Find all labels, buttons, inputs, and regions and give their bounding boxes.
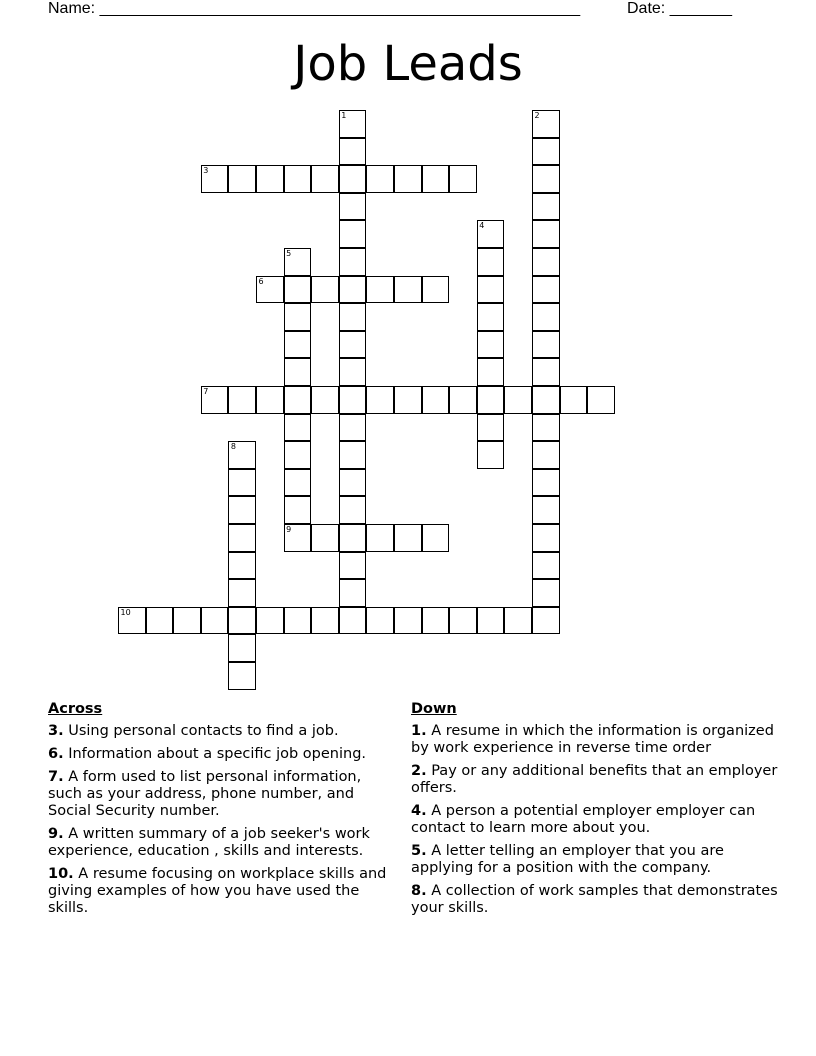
crossword-cell[interactable] <box>284 441 312 469</box>
crossword-cell[interactable] <box>339 358 367 386</box>
crossword-cell[interactable] <box>284 469 312 497</box>
crossword-cell[interactable] <box>284 303 312 331</box>
crossword-cell[interactable] <box>339 524 367 552</box>
crossword-cell[interactable] <box>366 165 394 193</box>
across-heading: Across <box>48 701 103 717</box>
crossword-cell[interactable] <box>477 414 505 442</box>
crossword-cell[interactable] <box>532 165 560 193</box>
crossword-cell[interactable] <box>422 276 450 304</box>
crossword-cell[interactable] <box>228 496 256 524</box>
crossword-cell[interactable] <box>339 193 367 221</box>
crossword-cell[interactable] <box>339 110 367 138</box>
crossword-cell[interactable] <box>339 165 367 193</box>
crossword-cell[interactable] <box>201 386 229 414</box>
crossword-cell[interactable] <box>339 607 367 635</box>
crossword-cell[interactable] <box>339 248 367 276</box>
crossword-cell[interactable] <box>339 414 367 442</box>
clue-across-3: 3. Using personal contacts to find a job. <box>48 723 339 739</box>
crossword-cell[interactable] <box>532 138 560 166</box>
crossword-cell[interactable] <box>284 276 312 304</box>
crossword-cell[interactable] <box>228 469 256 497</box>
crossword-cell[interactable] <box>201 165 229 193</box>
crossword-cell[interactable] <box>339 496 367 524</box>
clue-down-1: 1. A resume in which the information is organized by work experience in reverse time order <box>411 723 774 756</box>
crossword-cell[interactable] <box>449 386 477 414</box>
crossword-cell[interactable] <box>532 110 560 138</box>
crossword-cell[interactable] <box>532 524 560 552</box>
crossword-cell[interactable] <box>118 607 146 635</box>
cell-number: 2 <box>534 111 540 120</box>
crossword-cell[interactable] <box>394 607 422 635</box>
crossword-cell[interactable] <box>311 276 339 304</box>
crossword-cell[interactable] <box>504 607 532 635</box>
crossword-cell[interactable] <box>256 276 284 304</box>
crossword-cell[interactable] <box>284 331 312 359</box>
crossword-cell[interactable] <box>284 607 312 635</box>
crossword-cell[interactable] <box>532 552 560 580</box>
crossword-cell[interactable] <box>504 386 532 414</box>
crossword-cell[interactable] <box>532 496 560 524</box>
crossword-cell[interactable] <box>146 607 174 635</box>
crossword-cell[interactable] <box>477 386 505 414</box>
crossword-cell[interactable] <box>394 524 422 552</box>
clue-across-10: 10. A resume focusing on workplace skills and giving examples of how you have used the skills. <box>48 866 387 916</box>
crossword-cell[interactable] <box>228 634 256 662</box>
crossword-cell[interactable] <box>284 496 312 524</box>
crossword-cell[interactable] <box>284 386 312 414</box>
crossword-cell[interactable] <box>201 607 229 635</box>
down-heading: Down <box>411 701 457 717</box>
crossword-cell[interactable] <box>284 248 312 276</box>
crossword-cell[interactable] <box>311 524 339 552</box>
crossword-cell[interactable] <box>284 165 312 193</box>
crossword-cell[interactable] <box>366 524 394 552</box>
puzzle-title: Job Leads <box>293 36 523 92</box>
crossword-cell[interactable] <box>228 552 256 580</box>
crossword-cell[interactable] <box>311 607 339 635</box>
crossword-cell[interactable] <box>477 358 505 386</box>
crossword-cell[interactable] <box>284 358 312 386</box>
crossword-cell[interactable] <box>256 386 284 414</box>
clue-across-9: 9. A written summary of a job seeker's work experience, education , skills and interests. <box>48 826 370 859</box>
crossword-cell[interactable] <box>394 165 422 193</box>
crossword-cell[interactable] <box>532 276 560 304</box>
date-field-line[interactable]: Date: _______ <box>627 0 732 17</box>
clue-across-6: 6. Information about a specific job opening. <box>48 746 367 762</box>
crossword-cell[interactable] <box>394 276 422 304</box>
crossword-cell[interactable] <box>532 579 560 607</box>
clue-down-8: 8. A collection of work samples that demonstrates your skills. <box>411 883 778 916</box>
crossword-cell[interactable] <box>339 579 367 607</box>
crossword-cell[interactable] <box>449 607 477 635</box>
cell-number: 10 <box>120 607 131 617</box>
crossword-cell[interactable] <box>560 386 588 414</box>
crossword-cell[interactable] <box>228 579 256 607</box>
crossword-cell[interactable] <box>532 193 560 221</box>
crossword-cell[interactable] <box>477 607 505 635</box>
name-field-line[interactable]: Name: ______________________________________________________ <box>48 0 581 17</box>
crossword-cell[interactable] <box>311 386 339 414</box>
crossword-cell[interactable] <box>339 441 367 469</box>
crossword-cell[interactable] <box>477 276 505 304</box>
crossword-cell[interactable] <box>173 607 201 635</box>
cell-number: 8 <box>230 442 236 452</box>
crossword-cell[interactable] <box>366 607 394 635</box>
crossword-cell[interactable] <box>532 303 560 331</box>
crossword-cell[interactable] <box>311 165 339 193</box>
crossword-cell[interactable] <box>477 248 505 276</box>
crossword-cell[interactable] <box>532 441 560 469</box>
crossword-cell[interactable] <box>532 607 560 635</box>
crossword-cell[interactable] <box>532 414 560 442</box>
crossword-cell[interactable] <box>366 276 394 304</box>
crossword-cell[interactable] <box>339 138 367 166</box>
cell-number: 7 <box>203 387 209 396</box>
crossword-cell[interactable] <box>422 607 450 635</box>
crossword-cell[interactable] <box>532 248 560 276</box>
crossword-cell[interactable] <box>532 386 560 414</box>
crossword-cell[interactable] <box>339 276 367 304</box>
crossword-cell[interactable] <box>422 165 450 193</box>
crossword-cell[interactable] <box>587 386 615 414</box>
crossword-cell[interactable] <box>532 220 560 248</box>
crossword-cell[interactable] <box>366 386 394 414</box>
crossword-cell[interactable] <box>256 607 284 635</box>
crossword-cell[interactable] <box>477 441 505 469</box>
crossword-cell[interactable] <box>339 386 367 414</box>
crossword-cell[interactable] <box>394 386 422 414</box>
crossword-cell[interactable] <box>339 331 367 359</box>
cell-number: 1 <box>341 111 347 120</box>
cell-number: 6 <box>258 276 264 286</box>
cell-number: 4 <box>479 221 485 231</box>
crossword-cell[interactable] <box>477 303 505 331</box>
cell-number: 3 <box>203 166 209 176</box>
clue-down-2: 2. Pay or any additional benefits that an employer offers. <box>411 763 778 796</box>
crossword-cell[interactable] <box>228 607 256 635</box>
crossword-cell[interactable] <box>532 469 560 497</box>
down-clues <box>411 701 781 923</box>
crossword-cell[interactable] <box>532 358 560 386</box>
crossword-cell[interactable] <box>477 220 505 248</box>
crossword-cell[interactable] <box>228 441 256 469</box>
crossword-cell[interactable] <box>228 165 256 193</box>
cell-number: 5 <box>286 249 292 258</box>
crossword-cell[interactable] <box>339 469 367 497</box>
crossword-cell[interactable] <box>284 524 312 552</box>
across-clues <box>48 701 393 923</box>
crossword-cell[interactable] <box>228 524 256 552</box>
crossword-cell[interactable] <box>339 303 367 331</box>
clue-down-4: 4. A person a potential employer employer can contact to learn more about you. <box>411 803 756 836</box>
crossword-cell[interactable] <box>228 386 256 414</box>
crossword-cell[interactable] <box>284 414 312 442</box>
cell-number: 9 <box>286 525 292 534</box>
clue-down-5: 5. A letter telling an employer that you are applying for a position with the company. <box>411 843 724 876</box>
crossword-cell[interactable] <box>422 524 450 552</box>
crossword-cell[interactable] <box>422 386 450 414</box>
crossword-cell[interactable] <box>339 220 367 248</box>
crossword-cell[interactable] <box>228 662 256 690</box>
crossword-cell[interactable] <box>449 165 477 193</box>
crossword-cell[interactable] <box>339 552 367 580</box>
crossword-cell[interactable] <box>477 331 505 359</box>
crossword-cell[interactable] <box>532 331 560 359</box>
crossword-cell[interactable] <box>256 165 284 193</box>
clue-across-7: 7. A form used to list personal information, such as your address, phone number, and Social Security number. <box>48 769 362 819</box>
